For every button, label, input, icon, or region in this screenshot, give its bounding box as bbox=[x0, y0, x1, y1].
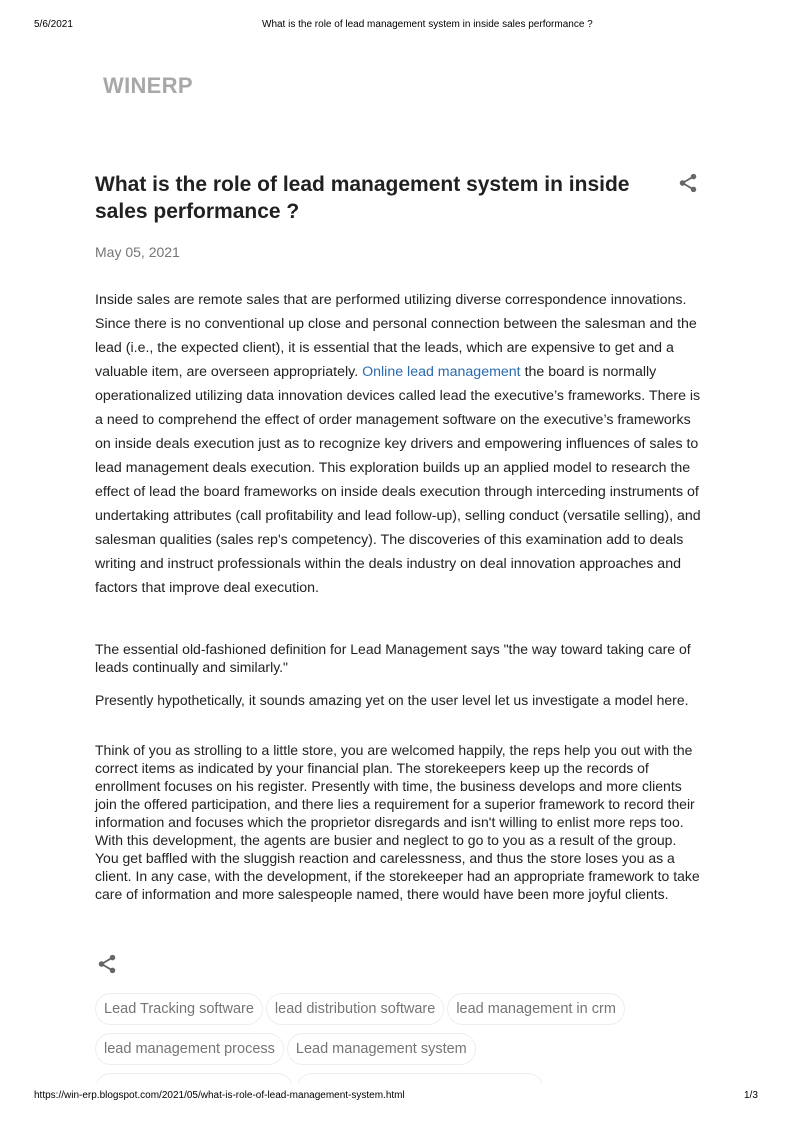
tag-lead-management-process[interactable]: lead management process bbox=[95, 1033, 284, 1065]
blog-brand-logo[interactable]: WINERP bbox=[103, 73, 193, 98]
post-paragraph: The essential old-fashioned definition for Lead Management says "the way toward taking care of leads continually and similarly." bbox=[95, 641, 691, 675]
post-paragraph: Presently hypothetically, it sounds amazing yet on the user level let us investigate a model here. bbox=[95, 692, 689, 708]
tag-cut-off[interactable] bbox=[296, 1073, 544, 1083]
share-icon[interactable] bbox=[677, 172, 699, 194]
post-labels bbox=[95, 993, 715, 1083]
print-date: 5/6/2021 bbox=[34, 19, 73, 30]
tag-cut-off[interactable] bbox=[95, 1073, 293, 1083]
tag-lead-distribution-software[interactable]: lead distribution software bbox=[266, 993, 444, 1025]
tag-lead-management-system[interactable]: Lead management system bbox=[287, 1033, 476, 1065]
online-lead-management-link[interactable]: Online lead management bbox=[362, 364, 521, 380]
post-title: What is the role of lead management system in inside sales performance ? bbox=[95, 173, 630, 223]
post-paragraph: Think of you as strolling to a little store, you are welcomed happily, the reps help you out with the correct items as indicated by your financial plan. The storekeepers keep up the records of enrollment focuses on his register. Presently with time, the business develops and more clients join the offered participation, and there lies a requirement for a superior framework to record their information and focuses which the proprietor disregards and isn't willing to enlist more reps too. With this development, the agents are busier and neglect to go to you as a result of the group. You get baffled with the sluggish reaction and carelessness, and thus the store loses you as a client. In any case, with the development, if the storekeeper had an appropriate framework to take care of information and more salespeople named, there would have been more joyful clients. bbox=[95, 742, 700, 902]
print-url: https://win-erp.blogspot.com/2021/05/what-is-role-of-lead-management-system.html bbox=[34, 1090, 405, 1101]
share-icon[interactable] bbox=[96, 953, 118, 975]
paragraph-text: the board is normally operationalized utilizing data innovation devices called lead the executive’s frameworks. There is a need to comprehend the effect of order management software on the executive’s frameworks on inside deals execution just as to recognize key drivers and empowering influences of sales to lead management deals execution. This exploration builds up an applied model to research the effect of lead the board frameworks on inside deals execution through interceding instruments of undertaking attributes (call profitability and lead follow-up), selling conduct (versatile selling), and salesman qualities (sales rep's competency). The discoveries of this examination add to deals writing and instruct professionals within the deals industry on deal innovation approaches and factors that improve deal execution. bbox=[95, 364, 701, 596]
tag-lead-tracking-software[interactable]: Lead Tracking software bbox=[95, 993, 263, 1025]
print-title: What is the role of lead management system in inside sales performance ? bbox=[262, 19, 593, 30]
page-number: 1/3 bbox=[744, 1090, 758, 1101]
post-paragraph bbox=[95, 288, 703, 600]
paragraph-text: Inside sales are remote sales that are performed utilizing diverse correspondence innovations. Since there is no conventional up close and personal connection between the salesman and the lead (i.e., the expected client), it is essential that the leads, which are expensive to get and a valuable item, are overseen appropriately. bbox=[95, 292, 697, 380]
post-date: May 05, 2021 bbox=[95, 244, 180, 260]
tag-lead-management-in-crm[interactable]: lead management in crm bbox=[447, 993, 625, 1025]
